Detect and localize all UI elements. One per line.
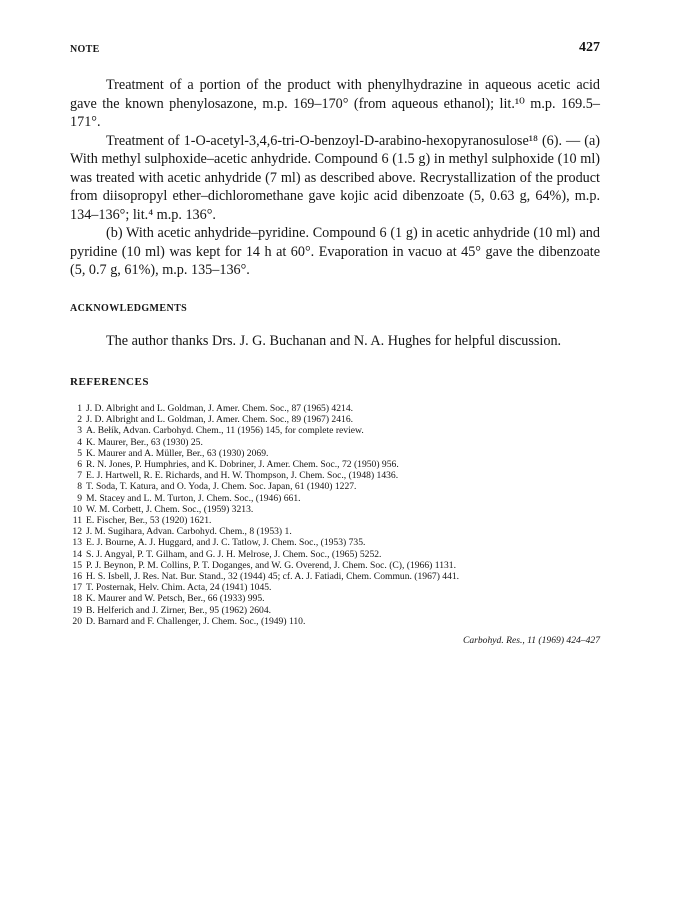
page-number: 427 — [579, 40, 600, 55]
reference-item: 16 H. S. Isbell, J. Res. Nat. Bur. Stand., 32 (1944) 45; cf. A. J. Fatiadi, Chem. Commun. (1967) 441. — [72, 571, 460, 583]
reference-item: 15 P. J. Beynon, P. M. Collins, P. T. Doganges, and W. G. Overend, J. Chem. Soc. (C), (1966) 1131. — [72, 559, 456, 571]
reference-item: 3 A. Bełík, Advan. Carbohyd. Chem., 11 (1956) 145, for complete review. — [77, 425, 364, 437]
page — [70, 40, 600, 646]
reference-item: 17 T. Posternak, Helv. Chim. Acta, 24 (1941) 1045. — [72, 582, 272, 594]
reference-item: 4 K. Maurer, Ber., 63 (1930) 25. — [77, 436, 203, 448]
reference-item: 1 J. D. Albright and L. Goldman, J. Amer. Chem. Soc., 87 (1965) 4214. — [77, 403, 354, 414]
reference-item: 12 J. M. Sugihara, Advan. Carbohyd. Chem., 8 (1953) 1. — [72, 526, 292, 538]
journal-citation-footer: Carbohyd. Res., 11 (1969) 424–427 — [462, 635, 600, 647]
section-label: NOTE — [70, 44, 100, 55]
reference-item: 9 M. Stacey and L. M. Turton, J. Chem. Soc., (1946) 661. — [77, 492, 301, 504]
reference-item: 14 S. J. Angyal, P. T. Gilham, and G. J. H. Melrose, J. Chem. Soc., (1965) 5252. — [72, 548, 382, 560]
body-text — [70, 76, 600, 391]
reference-item: 5 K. Maurer and A. Müller, Ber., 63 (1930) 2069. — [77, 447, 269, 459]
acknowledgments-heading: ACKNOWLEDGMENTS — [70, 302, 188, 314]
reference-item: 13 E. J. Bourne, A. J. Huggard, and J. C. Tatlow, J. Chem. Soc., (1953) 735. — [72, 537, 366, 549]
reference-item: 8 T. Soda, T. Katura, and O. Yoda, J. Chem. Soc. Japan, 61 (1940) 1227. — [77, 481, 357, 493]
reference-list — [70, 403, 600, 627]
reference-item: 20 D. Barnard and F. Challenger, J. Chem. Soc., (1949) 110. — [72, 615, 306, 627]
reference-item: 2 J. D. Albright and L. Goldman, J. Amer. Chem. Soc., 89 (1967) 2416. — [77, 414, 354, 426]
reference-item: 19 B. Helferich and J. Zirner, Ber., 95 (1962) 2604. — [72, 604, 272, 616]
paragraph-treatment-a: Treatment of 1-O-acetyl-3,4,6-tri-O-benzoyl-D-arabino-hexopyranosulose¹⁸ (6). — (a) With methyl sulphoxide–acetic anhydride. Compound 6 (1.5 g) in methyl sulphoxide (10 ml) was treated with acetic anhydride (7 ml) as described above. Recrystallization of the product from diisopropyl ether–dichloromethane gave kojic acid dibenzoate (5, 0.63 g, 64%), m.p. 134–136°; lit.⁴ m.p. 136°. — [70, 132, 600, 223]
running-header — [70, 40, 600, 60]
reference-item: 7 E. J. Hartwell, R. E. Richards, and H. W. Thompson, J. Chem. Soc., (1948) 1436. — [77, 470, 399, 482]
paragraph-treatment-b: (b) With acetic anhydride–pyridine. Compound 6 (1 g) in acetic anhydride (10 ml) and pyridine (10 ml) was kept for 14 h at 60°. Evaporation in vacuo at 45° gave the dibenzoate (5, 0.7 g, 61%), m.p. 135–136°. — [70, 225, 600, 278]
reference-item: 11 E. Fischer, Ber., 53 (1920) 1621. — [72, 515, 212, 527]
acknowledgments-text: The author thanks Drs. J. G. Buchanan and N. A. Hughes for helpful discussion. — [106, 333, 562, 349]
paragraph-phenylosazone: Treatment of a portion of the product with phenylhydrazine in aqueous acetic acid gave the known phenylosazone, m.p. 169–170° (from aqueous ethanol); lit.¹⁰ m.p. 169.5–171°. — [70, 77, 600, 130]
reference-item: 18 K. Maurer and W. Petsch, Ber., 66 (1933) 995. — [72, 593, 265, 605]
reference-item: 10 W. M. Corbett, J. Chem. Soc., (1959) 3213. — [72, 503, 254, 515]
reference-item: 6 R. N. Jones, P. Humphries, and K. Dobriner, J. Amer. Chem. Soc., 72 (1950) 956. — [77, 459, 399, 471]
references-heading: REFERENCES — [70, 375, 149, 388]
